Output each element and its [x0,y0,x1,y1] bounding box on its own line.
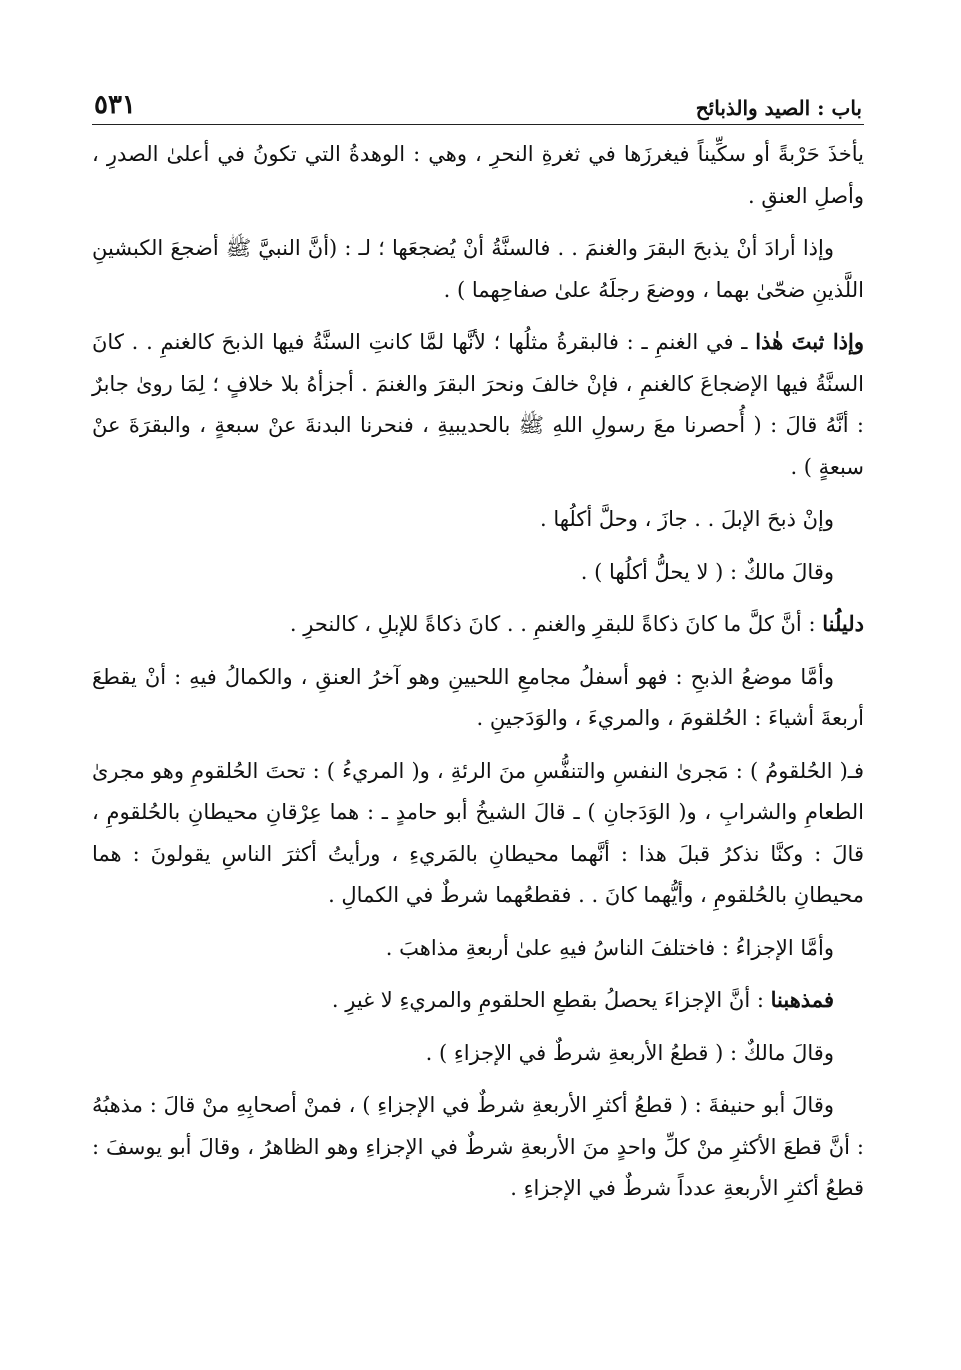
paragraph-lead: دليلُنا [822,611,864,636]
paragraph [92,227,864,311]
paragraph-text: وأمَّا الإجزاءُ : فاختلفَ الناسُ فيهِ علىٰ أربعةِ مذاهبَ . [385,935,834,960]
paragraph [92,133,864,217]
paragraph [92,1032,864,1075]
paragraph-lead: فمذهبنا [770,987,834,1012]
paragraph-text: وإنْ ذبحَ الإبلَ . . جازَ ، وحلَّ أكلُها . [540,507,834,531]
paragraph-text: : أنَّ الإجزاءَ يحصلُ بقطعِ الحلقومِ والمريءِ لا غيرِ . [331,988,764,1012]
paragraph-text: فـ( الحُلقومُ ) : مَجرىٰ النفسِ والتنفُّسِ منَ الرئةِ ، و( المريءُ ) : تحتَ الحُلقومِ وهو مجرىٰ الطعامِ والشرابِ ، و( الوَدَجانِ ) ـ قالَ الشيخُ أبو حامدٍ ـ : هما عِرْقانِ محيطانِ بالحُلقومِ ، قالَ : وكنَّا نذكرُ قبلَ هذا : أنَّهما محيطانِ بالمَريءِ ، ورأيتُ أكثرَ الناسِ يقولونَ : هما محيطانِ بالحُلقومِ ، وأيُّهما كانَ . . فقطعُهما شرطٌ في الكمالِ . [92,758,864,907]
page-number: ٥٣١ [94,90,136,120]
paragraph-text: وأمَّا موضعُ الذبحِ : فهو أسفلُ مجامعِ اللحيينِ وهو آخرُ العنقِ ، والكمالُ فيهِ : أنْ يقطعَ أربعةَ أشياءَ : الحُلقومَ ، والمريءَ ، والوَدَجينِ . [92,664,864,730]
paragraph-text: وقالَ مالكٌ : ( لا يحلُّ أكلُها ) . [580,559,834,584]
paragraph-text: وقالَ أبو حنيفةَ : ( قطعُ أكثرِ الأربعةِ شرطٌ في الإجزاءِ ) ، فمنْ أصحابِهِ منْ قالَ : مذهبُهُ : أنَّ قطعَ الأكثرِ منْ كلِّ واحدٍ منَ الأربعةِ شرطٌ في الإجزاءِ وهو الظاهرُ ، وقالَ أبو يوسفَ : قطعُ أكثرِ الأربعةِ عدداً شرطٌ في الإجزاءِ . [92,1093,864,1200]
paragraph [92,656,864,740]
paragraph-text: وقالَ مالكٌ : ( قطعُ الأربعةِ شرطٌ في الإجزاءِ ) . [425,1040,834,1065]
paragraph-text: وإذا أرادَ أنْ يذبحَ البقرَ والغنمَ . . فالسنَّةُ أنْ يُضجعَها ؛ لـ : (أنَّ النبيَّ ﷺ أضجعَ الكبشينِ اللَّذينِ ضحّىٰ بهما ، ووضعَ رجلَهُ علىٰ صفاحِهما ) . [92,236,864,302]
page-body [92,133,864,1210]
paragraph-text: : أنَّ كلَّ ما كانَ ذكاةً للبقرِ والغنمِ . . كانَ ذكاةً للإبلِ ، كالنحرِ . [289,612,816,636]
paragraph [92,603,864,646]
chapter-title: باب : الصيد والذبائح [695,96,862,120]
paragraph [92,1084,864,1210]
paragraph [92,750,864,917]
book-page [92,86,864,1220]
paragraph-text: ـ في الغنمِ ـ : فالبقرةُ مثلُها ؛ لأنَّها لمَّا كانتِ السنَّةُ فيها الذبحَ كالغنمِ . . كانَ السنَّةُ فيها الإضجاعَ كالغنمِ ، فإنْ خالفَ ونحرَ البقرَ والغنمَ . أجزأهُ بلا خلافٍ ؛ لِمَا روىٰ جابرٌ : أنَّهُ قالَ : ( أُحصرنا معَ رسولِ اللهِ ﷺ بالحديبيةِ ، فنحرنا البدنةَ عنْ سبعةٍ ، والبقرَةَ عنْ سبعةٍ ) . [92,330,864,479]
paragraph [92,321,864,488]
paragraph [92,498,864,541]
running-header [92,86,864,125]
paragraph [92,927,864,970]
paragraph-text: يأخذَ حَرْبةً أو سكِّيناً فيغرزَها في ثغرةِ النحرِ ، وهي : الوهدةُ التي تكونُ في أعلىٰ الصدرِ ، وأصلِ العنقِ . [92,142,865,208]
paragraph [92,979,864,1022]
paragraph [92,551,864,594]
paragraph-lead: وإذا ثبتَ هٰذا [755,329,864,354]
